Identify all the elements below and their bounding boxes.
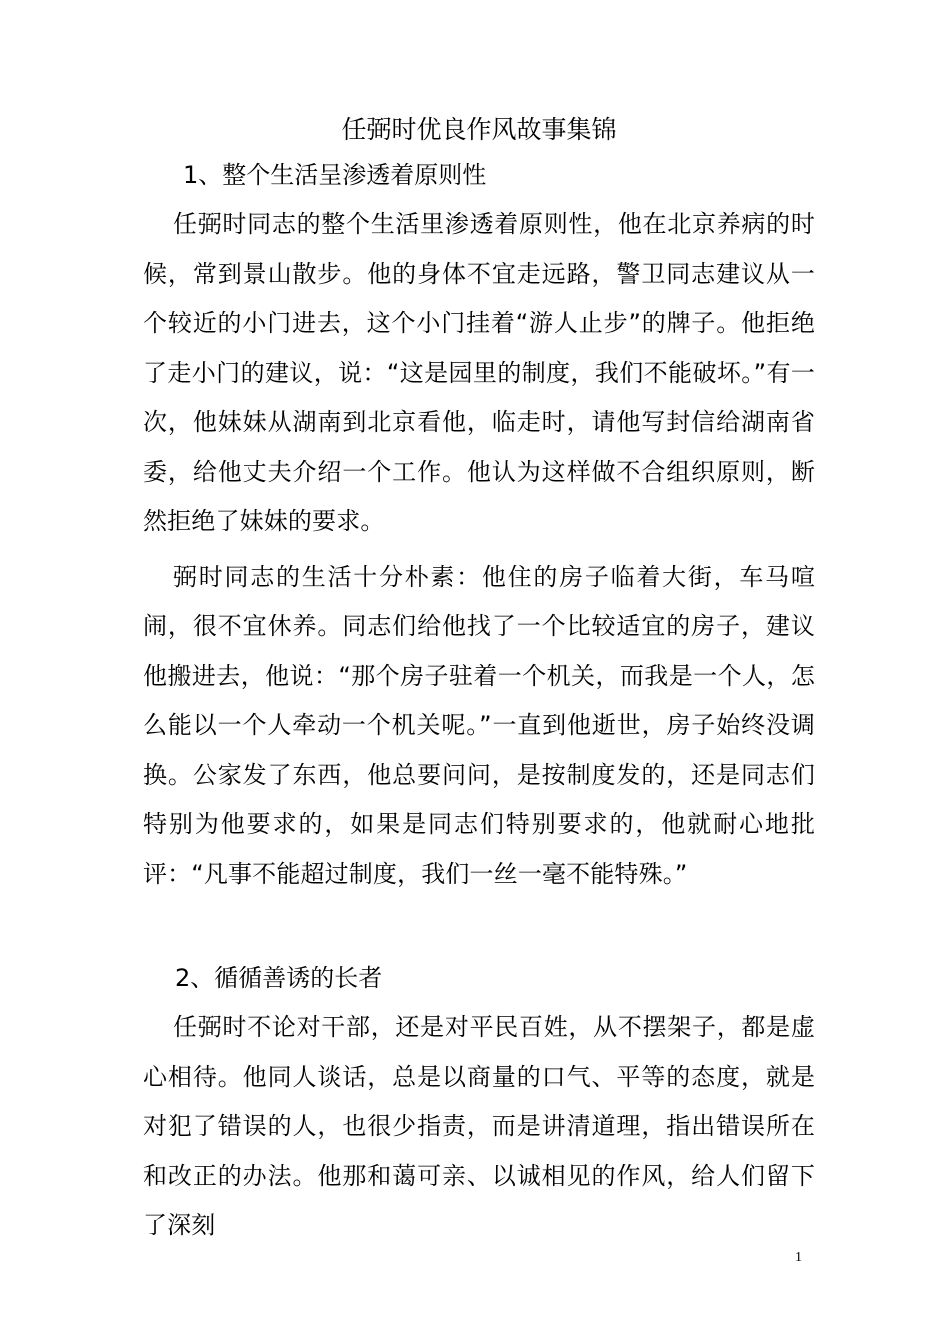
section-2	[143, 959, 815, 1251]
section-spacer	[143, 905, 815, 959]
paragraph: 任弼时不论对干部，还是对平民百姓，从不摆架子，都是虚心相待。他同人谈话，总是以商量的口气、平等的态度，就是对犯了错误的人，也很少指责，而是讲清道理，指出错误所在和改正的办法。他那和蔼可亲、以诚相见的作风，给人们留下了深刻	[143, 1013, 815, 1239]
section-heading: 1、整个生活呈渗透着原则性	[183, 161, 487, 189]
document-body	[143, 110, 815, 1257]
document-title: 任弼时优良作风故事集锦	[341, 115, 617, 144]
paragraph: 弼时同志的生活十分朴素：他住的房子临着大街，车马喧闹，很不宜休养。同志们给他找了一个比较适宜的房子，建议他搬进去，他说：“那个房子驻着一个机关，而我是一个人，怎么能以一个人牵动一个机关呢。”一直到他逝世，房子始终没调换。公家发了东西，他总要问问，是按制度发的，还是同志们特别为他要求的，如果是同志们特别要求的，他就耐心地批评：“凡事不能超过制度，我们一丝一毫不能特殊。”	[143, 562, 815, 888]
page-number: 1	[795, 1250, 802, 1265]
section-heading: 2、循循善诱的长者	[175, 964, 383, 992]
paragraph: 任弼时同志的整个生活里渗透着原则性，他在北京养病的时候，常到景山散步。他的身体不宜走远路，警卫同志建议从一个较近的小门进去，这个小门挂着“游人止步”的牌子。他拒绝了走小门的建议，说：“这是园里的制度，我们不能破坏。”有一次，他妹妹从湖南到北京看他，临走时，请他写封信给湖南省委，给他丈夫介绍一个工作。他认为这样做不合组织原则，断然拒绝了妹妹的要求。	[143, 210, 815, 535]
section-1	[143, 156, 815, 899]
